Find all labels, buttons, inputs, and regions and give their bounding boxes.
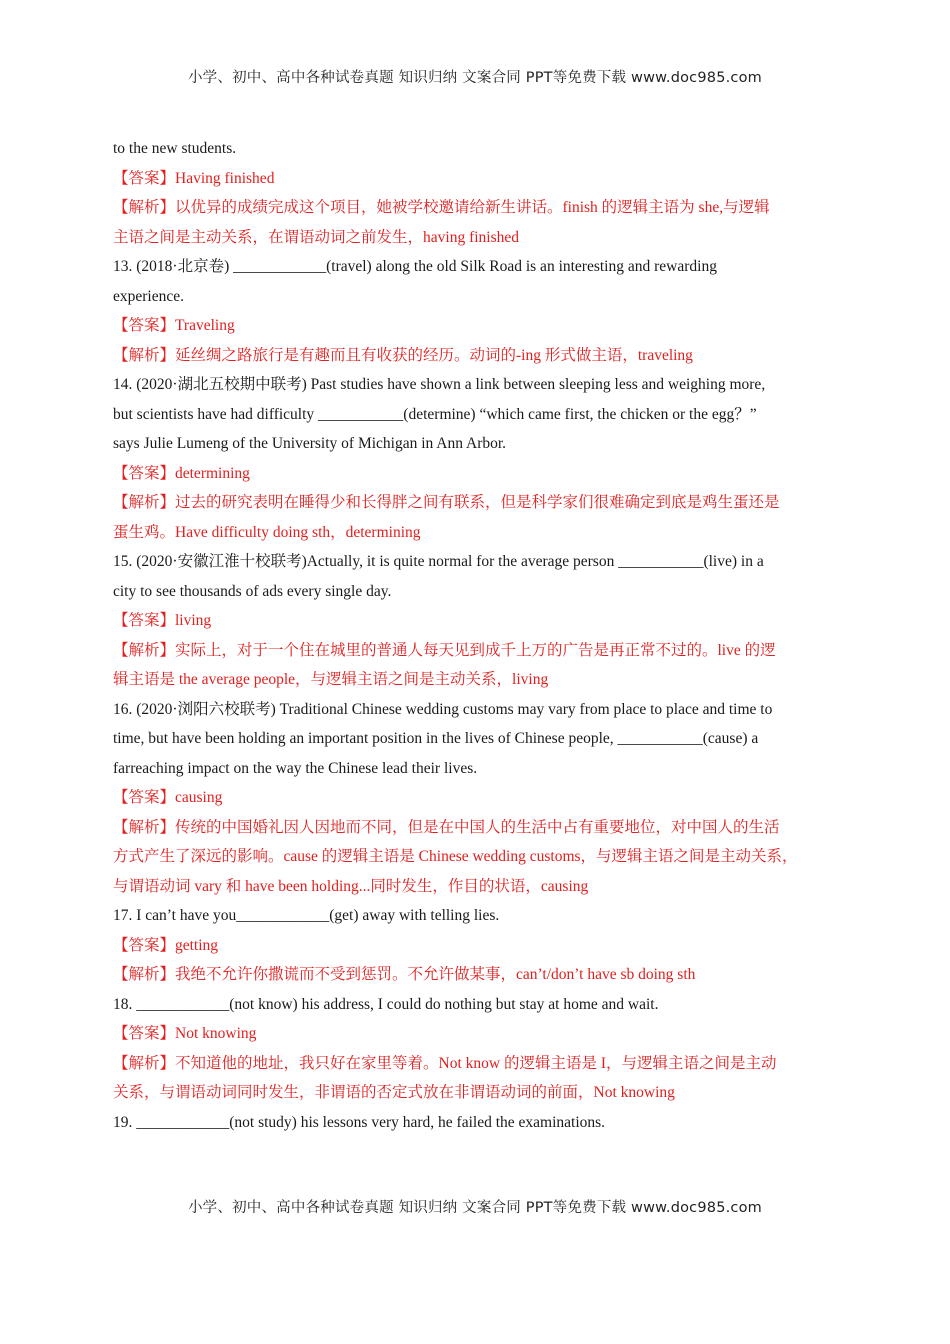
- question-16: 16. (2020·浏阳六校联考) Traditional Chinese wedding customs may vary from place to place and time to: [113, 700, 773, 718]
- question-19: 19. ____________(not study) his lessons very hard, he failed the examinations.: [113, 1113, 606, 1131]
- question-17: 17. I can’t have you____________(get) away with telling lies.: [113, 907, 500, 924]
- page-header: 小学、初中、高中各种试卷真题 知识归纳 文案合同 PPT等免费下载 www.doc985.com: [187, 70, 763, 86]
- page-footer: 小学、初中、高中各种试卷真题 知识归纳 文案合同 PPT等免费下载 www.doc985.com: [187, 1200, 763, 1216]
- question-15-cont: city to see thousands of ads every single day.: [113, 582, 392, 600]
- analysis-line: 关系，与谓语动词同时发生，非谓语的否定式放在非谓语动词的前面，Not knowing: [113, 1084, 675, 1101]
- question-15: 15. (2020·安徽江淮十校联考)Actually, it is quite normal for the average person ___________(live) in a: [113, 553, 764, 570]
- answer-line: 【答案】determining: [113, 464, 250, 482]
- answer-line: 【答案】living: [113, 612, 212, 629]
- analysis-line: 辑主语是 the average people，与逻辑主语之间是主动关系，living: [113, 671, 549, 688]
- analysis-line: 方式产生了深远的影响。cause 的逻辑主语是 Chinese wedding customs，与逻辑主语之间是主动关系，: [113, 848, 798, 865]
- answer-line: 【答案】causing: [113, 789, 223, 806]
- question-14-cont: says Julie Lumeng of the University of Michigan in Ann Arbor.: [113, 435, 507, 452]
- question-18: 18. ____________(not know) his address, I could do nothing but stay at home and wait.: [113, 995, 659, 1013]
- analysis-line: 【解析】延丝绸之路旅行是有趣而且有收获的经历。动词的-ing 形式做主语，traveling: [113, 346, 693, 364]
- answer-line: 【答案】Having finished: [113, 169, 275, 187]
- answer-line: 【答案】Not knowing: [113, 1025, 257, 1042]
- analysis-line: 【解析】不知道他的地址，我只好在家里等着。Not know 的逻辑主语是 I，与逻辑主语之间是主动: [113, 1054, 777, 1072]
- question-13-cont: experience.: [113, 287, 184, 305]
- question-13: 13. (2018·北京卷) ____________(travel) along the old Silk Road is an interesting and rewarding: [113, 258, 717, 275]
- analysis-line: 【解析】传统的中国婚礼因人因地而不同，但是在中国人的生活中占有重要地位，对中国人的生活: [113, 818, 780, 836]
- question-16-cont: farreaching impact on the way the Chinese lead their lives.: [113, 759, 478, 777]
- analysis-line: 【解析】我绝不允许你撒谎而不受到惩罚。不允许做某事，can’t/don’t have sb doing sth: [113, 966, 696, 983]
- question-16-cont: time, but have been holding an important position in the lives of Chinese people, ___________(cause) a: [113, 730, 759, 747]
- answer-line: 【答案】Traveling: [113, 317, 235, 334]
- analysis-line: 蛋生鸡。Have difficulty doing sth，determining: [113, 523, 421, 541]
- answer-line: 【答案】getting: [113, 936, 219, 954]
- analysis-line: 与谓语动词 vary 和 have been holding...同时发生，作目的状语，causing: [113, 877, 589, 895]
- analysis-line: 主语之间是主动关系，在谓语动词之前发生，having finished: [113, 228, 519, 246]
- analysis-line: 【解析】以优异的成绩完成这个项目，她被学校邀请给新生讲话。finish 的逻辑主语为 she,与逻辑: [113, 199, 770, 216]
- document-body: [113, 134, 845, 1137]
- question-continuation: to the new students.: [113, 140, 237, 157]
- question-14-cont: but scientists have had difficulty ___________(determine) “which came first, the chicken or the egg？”: [113, 405, 757, 423]
- analysis-line: 【解析】过去的研究表明在睡得少和长得胖之间有联系，但是科学家们很难确定到底是鸡生蛋还是: [113, 494, 780, 511]
- question-14: 14. (2020·湖北五校期中联考) Past studies have shown a link between sleeping less and weighing more,: [113, 376, 766, 393]
- analysis-line: 【解析】实际上，对于一个住在城里的普通人每天见到成千上万的广告是再正常不过的。live 的逻: [113, 641, 776, 659]
